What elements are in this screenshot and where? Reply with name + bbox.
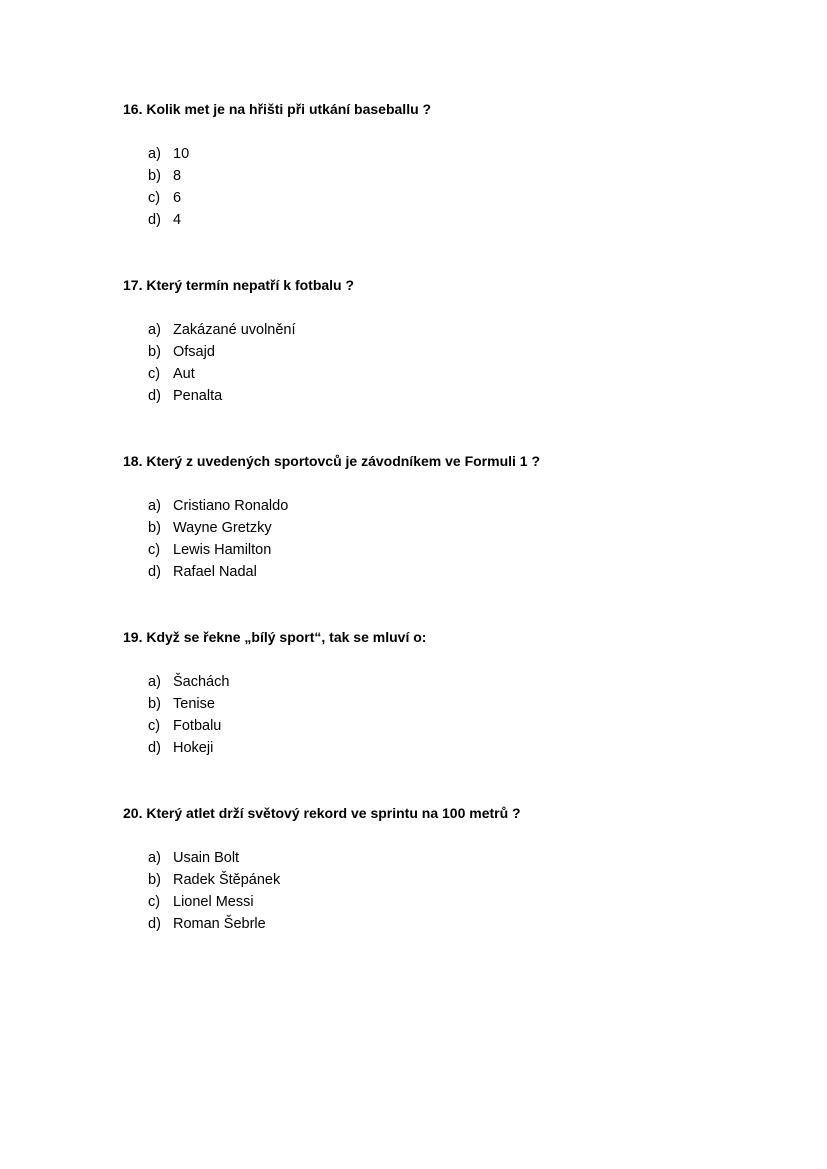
option-list [123,319,763,407]
option-item [123,495,763,517]
option-list [123,847,763,935]
question-text: 18. Který z uvedených sportovců je závodníkem ve Formuli 1 ? [123,453,541,469]
option-letter: b) [148,520,161,536]
option-text: Usain Bolt [173,850,240,866]
option-item [123,847,763,869]
option-text: Zakázané uvolnění [173,322,296,338]
question-block-16 [123,99,763,231]
option-letter: a) [148,322,161,338]
option-text: 6 [173,190,182,206]
option-text: 8 [173,168,182,184]
option-item [123,869,763,891]
option-item [123,671,763,693]
option-text: 10 [173,146,190,162]
option-letter: a) [148,498,161,514]
option-letter: a) [148,146,161,162]
question-text: 19. Když se řekne „bílý sport“, tak se mluví o: [123,629,427,645]
option-item [123,737,763,759]
option-letter: a) [148,674,161,690]
option-list [123,671,763,759]
option-text: Lewis Hamilton [173,542,272,558]
question-block-20 [123,803,763,935]
option-letter: d) [148,740,161,756]
option-text: Lionel Messi [173,894,254,910]
question-text: 20. Který atlet drží světový rekord ve sprintu na 100 metrů ? [123,805,521,821]
option-text: Ofsajd [173,344,215,360]
option-letter: b) [148,344,161,360]
question-block-18 [123,451,763,583]
option-letter: c) [148,542,161,558]
option-text: Aut [173,366,195,382]
option-text: Cristiano Ronaldo [173,498,289,514]
option-item [123,209,763,231]
option-letter: c) [148,190,161,206]
option-item [123,187,763,209]
option-letter: a) [148,850,161,866]
question-block-17 [123,275,763,407]
option-text: Wayne Gretzky [173,520,272,536]
option-letter: d) [148,212,161,228]
option-list [123,495,763,583]
option-letter: d) [148,564,161,580]
option-list [123,143,763,231]
option-letter: c) [148,718,161,734]
option-item [123,165,763,187]
question-text: 16. Kolik met je na hřišti při utkání baseballu ? [123,101,432,117]
option-item [123,539,763,561]
option-letter: c) [148,366,161,382]
option-item [123,363,763,385]
option-item [123,913,763,935]
option-text: Šachách [173,674,230,690]
option-letter: b) [148,168,161,184]
option-text: Tenise [173,696,215,712]
option-text: 4 [173,212,182,228]
option-item [123,693,763,715]
option-letter: c) [148,894,161,910]
option-text: Penalta [173,388,223,404]
option-text: Radek Štěpánek [173,872,281,888]
option-text: Hokeji [173,740,214,756]
option-item [123,517,763,539]
option-item [123,319,763,341]
option-text: Rafael Nadal [173,564,257,580]
option-item [123,143,763,165]
option-text: Fotbalu [173,718,222,734]
option-item [123,561,763,583]
option-letter: b) [148,872,161,888]
option-text: Roman Šebrle [173,916,266,932]
option-item [123,715,763,737]
question-text: 17. Který termín nepatří k fotbalu ? [123,277,355,293]
option-letter: d) [148,388,161,404]
option-item [123,891,763,913]
option-letter: d) [148,916,161,932]
option-item [123,341,763,363]
option-letter: b) [148,696,161,712]
option-item [123,385,763,407]
question-block-19 [123,627,763,759]
